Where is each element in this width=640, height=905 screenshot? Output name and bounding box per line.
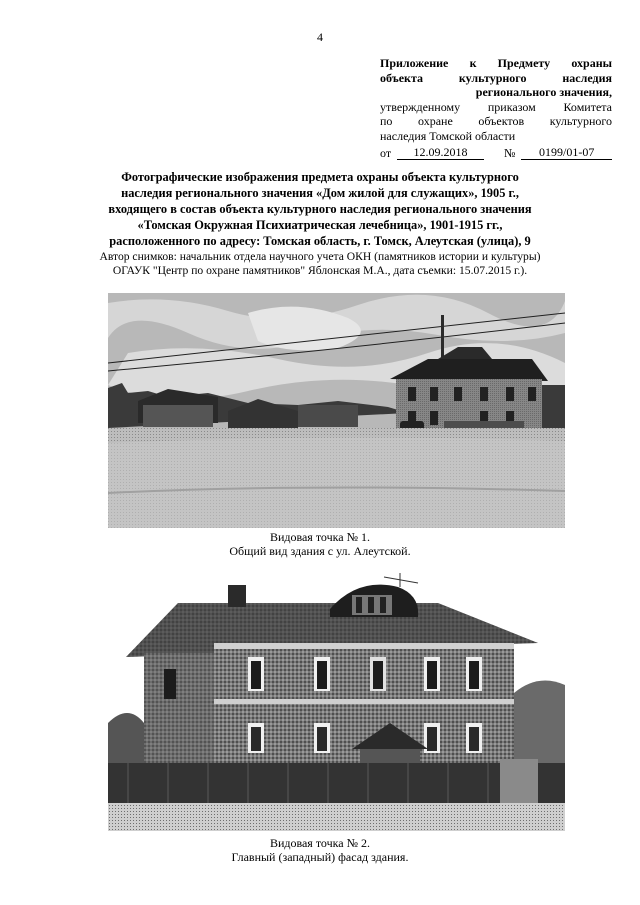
author-line-2: ОГАУК "Центр по охране памятников" Яблонская М.А., дата съемки: 15.07.2015 г.). — [112, 264, 528, 278]
document-heading — [70, 169, 570, 249]
number-sign: № — [503, 145, 516, 160]
appendix-line-6: наследия Томской области — [380, 128, 516, 143]
appendix-line-2: объекта культурного наследия — [380, 70, 612, 85]
appendix-block — [380, 56, 612, 160]
photo-caption-1 — [0, 530, 640, 558]
heading-line-4: «Томская Окружная Психиатрическая лечебница», 1901-1915 гг., — [137, 218, 503, 232]
heading-line-1: Фотографические изображения предмета охраны объекта культурного — [121, 170, 519, 184]
appendix-date-row — [380, 145, 612, 161]
caption-2-line-2: Главный (западный) фасад здания. — [231, 850, 409, 864]
heading-line-5: расположенного по адресу: Томская область, г. Томск, Алеутская (улица), 9 — [109, 234, 531, 248]
appendix-line-4: утвержденному приказом Комитета — [380, 99, 612, 114]
order-number: 0199/01-07 — [521, 145, 612, 161]
heading-line-2: наследия регионального значения «Дом жилой для служащих», 1905 г., — [121, 186, 519, 200]
from-label: от — [380, 145, 392, 160]
heading-line-3: входящего в состав объекта культурного наследия регионального значения — [108, 202, 532, 216]
photo-author-note — [90, 250, 550, 279]
appendix-line-5: по охране объектов культурного — [380, 114, 612, 129]
caption-1-line-2: Общий вид здания с ул. Алеутской. — [229, 544, 411, 558]
photo-caption-2 — [0, 836, 640, 864]
caption-1-line-1: Видовая точка № 1. — [269, 530, 371, 544]
author-line-1: Автор снимков: начальник отдела научного учета ОКН (памятников истории и культуры) — [99, 250, 541, 263]
photo-view-point-1 — [108, 293, 565, 528]
appendix-line-3: регионального значения, — [475, 85, 612, 100]
order-date: 12.09.2018 — [397, 145, 484, 161]
photo-view-point-2 — [108, 573, 565, 831]
street-view-image — [108, 293, 565, 528]
caption-2-line-1: Видовая точка № 2. — [269, 836, 371, 850]
page-number: 4 — [317, 30, 323, 44]
facade-image — [108, 573, 565, 831]
appendix-line-1: Приложение к Предмету охраны — [380, 56, 612, 70]
